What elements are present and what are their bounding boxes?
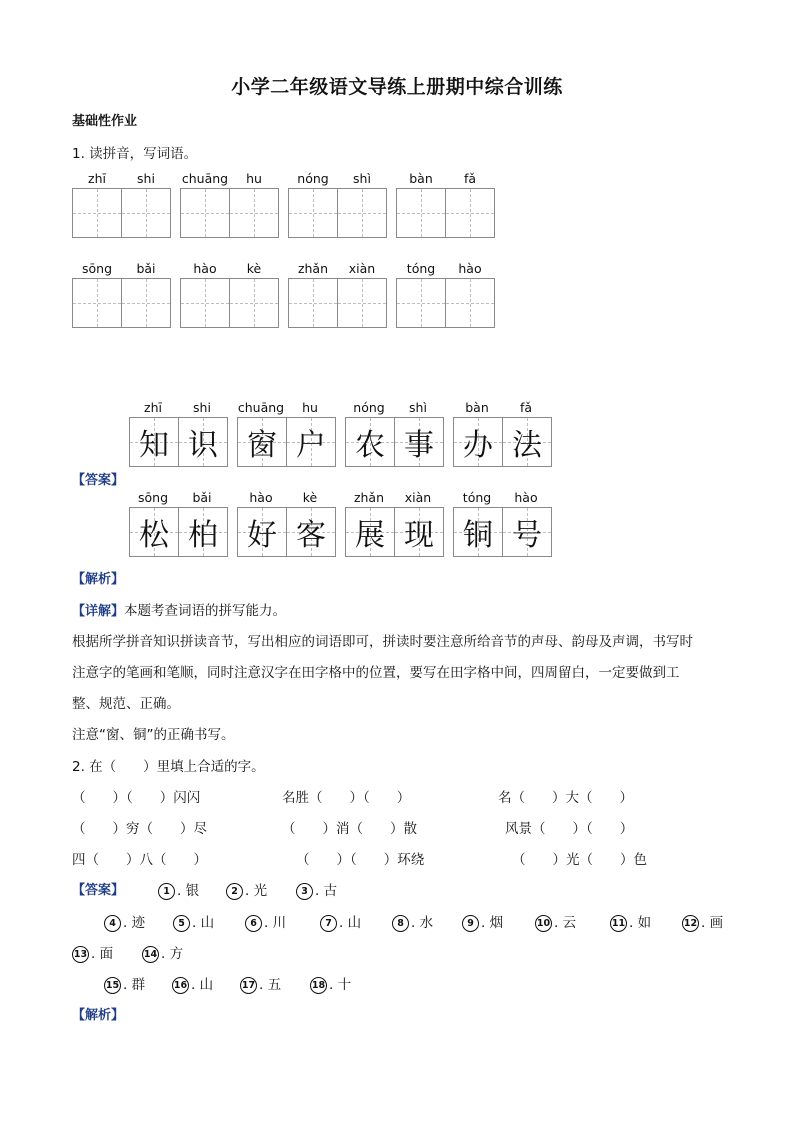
- pinyin-label: zhǎn: [353, 490, 385, 505]
- answer-number-badge: 11: [610, 915, 627, 932]
- tianzige-cell[interactable]: [338, 279, 386, 327]
- answer-number-badge: 4: [104, 915, 121, 932]
- tianzige-cell: [503, 418, 551, 466]
- answer-word: . 群: [123, 977, 146, 993]
- tianzige-cell[interactable]: [289, 279, 338, 327]
- answer-number-badge: 9: [462, 915, 479, 932]
- answer-character: 柏: [188, 518, 218, 553]
- question-1-prompt: 1. 读拼音，写词语。: [72, 146, 198, 162]
- answer-character: 事: [404, 428, 434, 463]
- answer-character: 农: [355, 428, 385, 463]
- blank-item: 风景（ ）（ ）: [505, 821, 634, 837]
- pinyin-label: tóng: [462, 490, 492, 505]
- tianzige-cell: [179, 508, 227, 556]
- blank-item: （ ）光（ ）色: [512, 852, 647, 868]
- pinyin-label: bàn: [465, 400, 489, 415]
- detail-line-5: 注意“窗、铜”的正确书写。: [72, 727, 235, 743]
- answer-number-badge: 1: [158, 883, 175, 900]
- answer-word: . 古: [315, 883, 338, 899]
- pinyin-label: hào: [458, 261, 482, 276]
- tianzige-cell: [346, 508, 395, 556]
- tianzige-grid[interactable]: [180, 188, 279, 238]
- answer-number-badge: 2: [226, 883, 243, 900]
- tianzige-cell: [179, 418, 227, 466]
- tianzige-grid[interactable]: [396, 278, 495, 328]
- tianzige-cell[interactable]: [446, 189, 494, 237]
- analysis-tag: 【解析】: [72, 572, 125, 587]
- tianzige-grid: [129, 507, 228, 557]
- blank-item: （ ）（ ）环绕: [296, 852, 425, 868]
- answer-item: [173, 911, 214, 932]
- pinyin-label: hào: [514, 490, 538, 505]
- tianzige-grid: [453, 507, 552, 557]
- answer-item: [392, 911, 433, 932]
- pinyin-label: xiàn: [404, 490, 432, 505]
- answer-item: [682, 911, 723, 932]
- answer-item: [462, 911, 503, 932]
- answer-word: . 画: [701, 915, 724, 931]
- page-title: 小学二年级语文导练上册期中综合训练: [231, 76, 563, 98]
- tianzige-grid[interactable]: [72, 188, 171, 238]
- answer-number-badge: 7: [320, 915, 337, 932]
- answer-word: . 山: [339, 915, 362, 931]
- tianzige-cell[interactable]: [73, 189, 122, 237]
- blank-item: 名胜（ ）（ ）: [282, 790, 411, 806]
- answer-character: 客: [296, 518, 326, 553]
- pinyin-label: shi: [193, 400, 211, 415]
- answer-number-badge: 8: [392, 915, 409, 932]
- answer-word: . 川: [264, 915, 287, 931]
- answer-item: [610, 911, 651, 932]
- pinyin-label: shi: [137, 171, 155, 186]
- answer-character: 现: [404, 518, 434, 553]
- blank-item: （ ）（ ）闪闪: [72, 790, 201, 806]
- answer-character: 号: [512, 518, 542, 553]
- answer-item: [320, 911, 361, 932]
- detail-line-3: 注意字的笔画和笔顺，同时注意汉字在田字格中的位置，要写在田字格中间，四周留白，一定要做到工: [72, 665, 680, 681]
- blank-item: 名（ ）大（ ）: [498, 790, 633, 806]
- answer-character: 识: [188, 428, 218, 463]
- answer-character: 展: [355, 518, 385, 553]
- pinyin-label: nóng: [353, 400, 385, 415]
- tianzige-cell[interactable]: [446, 279, 494, 327]
- pinyin-label: fǎ: [463, 171, 477, 186]
- pinyin-label: bǎi: [136, 261, 156, 276]
- tianzige-cell[interactable]: [397, 279, 446, 327]
- detail-tag: 【详解】: [72, 604, 125, 619]
- answer-character: 窗: [247, 428, 277, 463]
- tianzige-grid: [237, 507, 336, 557]
- tianzige-cell: [346, 418, 395, 466]
- answer-word: . 水: [411, 915, 434, 931]
- answer-number-badge: 10: [535, 915, 552, 932]
- answer-item: [226, 879, 267, 900]
- answer-word: . 云: [554, 915, 577, 931]
- tianzige-cell[interactable]: [289, 189, 338, 237]
- answer-number-badge: 16: [172, 977, 189, 994]
- pinyin-label: nóng: [297, 171, 329, 186]
- answer-item: [158, 879, 199, 900]
- pinyin-label: bǎi: [192, 490, 212, 505]
- answer-character: 法: [512, 428, 542, 463]
- tianzige-cell[interactable]: [397, 189, 446, 237]
- detail-line-1: [72, 599, 286, 619]
- answer-word: . 烟: [481, 915, 504, 931]
- answer-character: 户: [296, 428, 326, 463]
- answer-item: [142, 942, 183, 963]
- answer-item: [310, 973, 351, 994]
- detail-line-2: 根据所学拼音知识拼读音节，写出相应的词语即可，拼读时要注意所给音节的声母、韵母及声调，书写时: [72, 634, 693, 650]
- pinyin-label: zhī: [144, 400, 162, 415]
- answer-tag: 【答案】: [72, 883, 125, 898]
- analysis-tag: 【解析】: [72, 1008, 125, 1023]
- answer-word: . 银: [177, 883, 200, 899]
- pinyin-label: tóng: [406, 261, 436, 276]
- pinyin-label: zhī: [88, 171, 106, 186]
- tianzige-cell: [238, 418, 287, 466]
- answer-number-badge: 18: [310, 977, 327, 994]
- pinyin-label: chuāng: [237, 400, 285, 415]
- tianzige-cell[interactable]: [122, 189, 170, 237]
- answer-word: . 方: [161, 946, 184, 962]
- answer-number-badge: 14: [142, 946, 159, 963]
- pinyin-label: bàn: [409, 171, 433, 186]
- tianzige-grid: [453, 417, 552, 467]
- tianzige-cell: [287, 418, 335, 466]
- answer-number-badge: 13: [72, 946, 89, 963]
- answer-item: [535, 911, 576, 932]
- detail-text-1: 本题考查词语的拼写能力。: [124, 603, 287, 619]
- pinyin-label: hào: [193, 261, 217, 276]
- answer-word: . 五: [259, 977, 282, 993]
- section-heading: 基础性作业: [72, 114, 138, 129]
- tianzige-grid[interactable]: [180, 278, 279, 328]
- answer-number-badge: 17: [240, 977, 257, 994]
- tianzige-cell: [395, 418, 443, 466]
- pinyin-label: chuāng: [181, 171, 229, 186]
- pinyin-label: zhǎn: [297, 261, 329, 276]
- tianzige-cell[interactable]: [230, 189, 278, 237]
- answer-item: [104, 911, 145, 932]
- answer-word: . 光: [245, 883, 268, 899]
- answer-tag: 【答案】: [72, 473, 125, 488]
- pinyin-label: hu: [246, 171, 262, 186]
- tianzige-grid[interactable]: [396, 188, 495, 238]
- pinyin-label: fǎ: [519, 400, 533, 415]
- answer-character: 知: [139, 428, 169, 463]
- tianzige-grid[interactable]: [288, 278, 387, 328]
- tianzige-cell: [130, 418, 179, 466]
- tianzige-cell: [238, 508, 287, 556]
- detail-line-4: 整、规范、正确。: [72, 696, 180, 712]
- tianzige-cell[interactable]: [338, 189, 386, 237]
- pinyin-label: shì: [409, 400, 427, 415]
- answer-character: 好: [247, 518, 277, 553]
- pinyin-label: hu: [302, 400, 318, 415]
- tianzige-cell: [287, 508, 335, 556]
- answer-item: [240, 973, 281, 994]
- answer-item: [296, 879, 337, 900]
- answer-character: 铜: [463, 518, 493, 553]
- tianzige-cell: [130, 508, 179, 556]
- blank-item: （ ）消（ ）散: [282, 821, 417, 837]
- pinyin-label: sōng: [137, 490, 169, 505]
- answer-item: [72, 942, 113, 963]
- blank-item: （ ）穷（ ）尽: [72, 821, 207, 837]
- tianzige-grid: [129, 417, 228, 467]
- answer-number-badge: 3: [296, 883, 313, 900]
- tianzige-cell[interactable]: [230, 279, 278, 327]
- answer-word: . 面: [91, 946, 114, 962]
- tianzige-cell[interactable]: [122, 279, 170, 327]
- tianzige-cell[interactable]: [181, 189, 230, 237]
- pinyin-label: shì: [353, 171, 371, 186]
- answer-number-badge: 5: [173, 915, 190, 932]
- tianzige-grid: [237, 417, 336, 467]
- answer-number-badge: 6: [245, 915, 262, 932]
- tianzige-grid[interactable]: [288, 188, 387, 238]
- tianzige-grid: [345, 507, 444, 557]
- tianzige-cell: [454, 418, 503, 466]
- answer-number-badge: 12: [682, 915, 699, 932]
- answer-item: [172, 973, 213, 994]
- pinyin-label: kè: [302, 490, 318, 505]
- answer-character: 松: [139, 518, 169, 553]
- blank-item: 四（ ）八（ ）: [72, 852, 207, 868]
- tianzige-cell: [503, 508, 551, 556]
- answer-word: . 如: [629, 915, 652, 931]
- tianzige-cell[interactable]: [73, 279, 122, 327]
- answer-word: . 十: [329, 977, 352, 993]
- answer-word: . 迹: [123, 915, 146, 931]
- answer-word: . 山: [191, 977, 214, 993]
- tianzige-cell: [395, 508, 443, 556]
- tianzige-grid[interactable]: [72, 278, 171, 328]
- tianzige-cell: [454, 508, 503, 556]
- answer-item: [104, 973, 145, 994]
- tianzige-grid: [345, 417, 444, 467]
- answer-word: . 山: [192, 915, 215, 931]
- tianzige-cell[interactable]: [181, 279, 230, 327]
- pinyin-label: sōng: [81, 261, 113, 276]
- question-2-prompt: 2. 在（ ）里填上合适的字。: [72, 759, 265, 775]
- pinyin-label: kè: [246, 261, 262, 276]
- answer-character: 办: [463, 428, 493, 463]
- answer-number-badge: 15: [104, 977, 121, 994]
- pinyin-label: hào: [249, 490, 273, 505]
- answer-item: [245, 911, 286, 932]
- pinyin-label: xiàn: [348, 261, 376, 276]
